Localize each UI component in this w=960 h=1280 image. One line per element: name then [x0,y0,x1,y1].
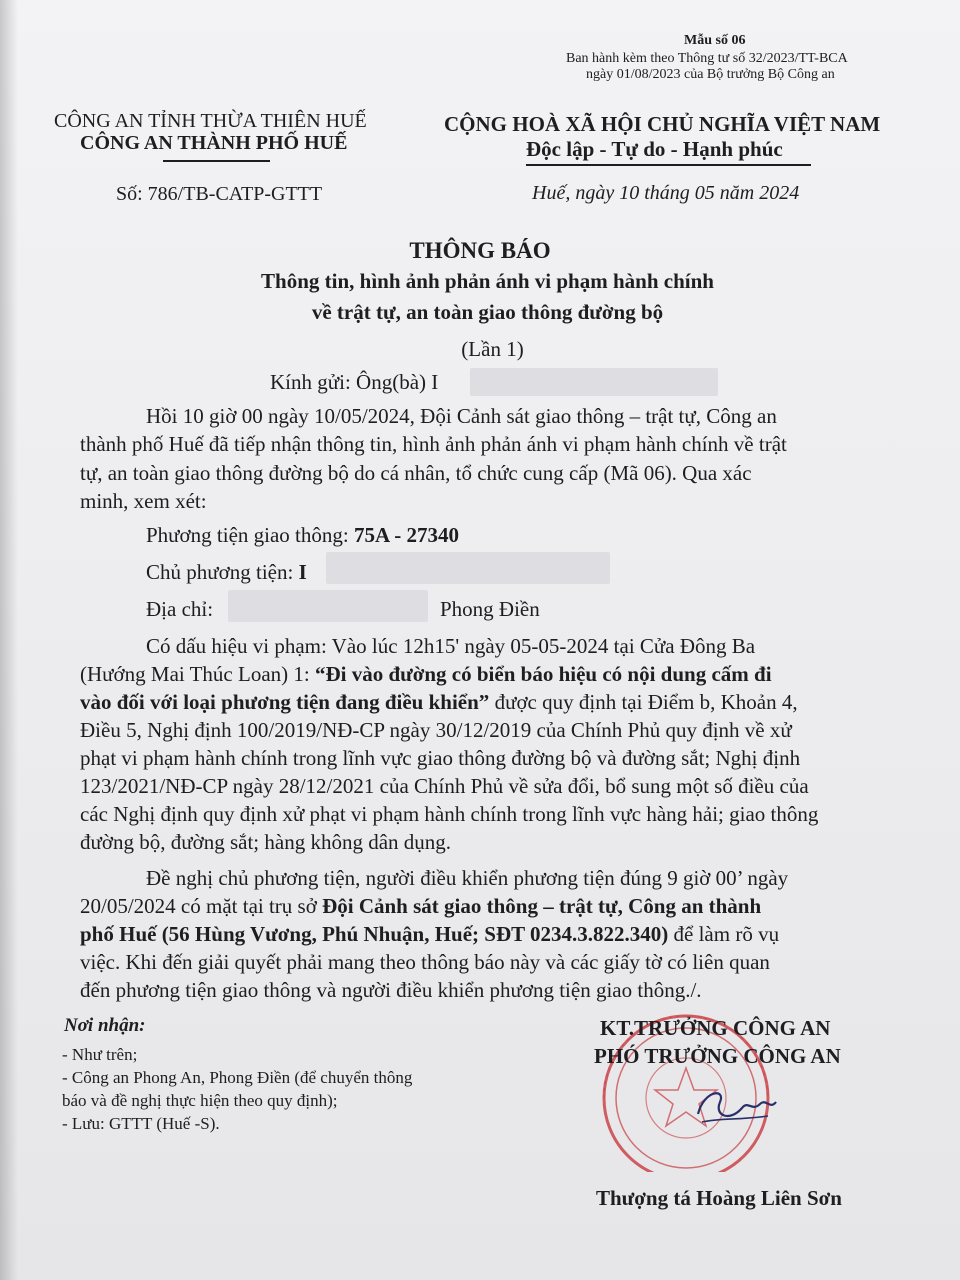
violation-line: Điều 5, Nghị định 100/2019/NĐ-CP ngày 30/12/2019 của Chính Phủ quy định về xử [80,718,792,742]
document-number: Số: 786/TB-CATP-GTTT [116,183,323,205]
request-line: Đề nghị chủ phương tiện, người điều khiển phương tiện đúng 9 giờ 00’ ngày [146,866,789,890]
request-line: việc. Khi đến giải quyết phải mang theo thông báo này và các giấy tờ có liên quan [80,950,770,974]
intro-line: tự, an toàn giao thông đường bộ do cá nhân, tổ chức cung cấp (Mã 06). Qua xác [80,461,752,485]
document-subtitle-line2: về trật tự, an toàn giao thông đường bộ [311,300,664,324]
vehicle-label: Phương tiện giao thông: [146,523,354,547]
violation-line: 123/2021/NĐ-CP ngày 28/12/2021 của Chính Phủ về sửa đổi, bổ sung một số điều của [80,774,809,798]
intro-line: thành phố Huế đã tiếp nhận thông tin, hình ảnh phản ánh vi phạm hành chính về trật [80,432,787,456]
vehicle-plate: 75A - 27340 [353,523,459,547]
violation-offense: “Đi vào đường có biển báo hiệu có nội dung cấm đi [314,662,772,686]
agency-name: CÔNG AN THÀNH PHỐ HUẾ [80,132,348,154]
request-line [80,892,761,920]
violation-line: phạt vi phạm hành chính trong lĩnh vực giao thông đường bộ và đường sắt; Nghị định [80,746,801,770]
document-subtitle-line1: Thông tin, hình ảnh phản ánh vi phạm hành chính [261,269,714,293]
recipients-title: Nơi nhận: [64,1015,146,1036]
request-line: đến phương tiện giao thông và người điều khiển phương tiện giao thông./. [80,978,702,1002]
motto-underline [526,164,811,166]
request-office: Đội Cảnh sát giao thông – trật tự, Công an thành [322,894,762,918]
handwritten-signature [690,1082,780,1132]
address-visible: Phong Điền [440,597,540,621]
recipient-item: - Công an Phong An, Phong Điền (để chuyển thông [62,1068,413,1087]
violation-line [80,660,772,688]
recipient-item: - Lưu: GTTT (Huế -S). [62,1114,220,1133]
request-text: để làm rõ vụ [668,922,780,946]
signatory-title-line1: KT.TRƯỞNG CÔNG AN [600,1016,831,1040]
signatory-name: Thượng tá Hoàng Liên Sơn [596,1186,842,1210]
violation-line [80,688,798,716]
request-office: phố Huế (56 Hùng Vương, Phú Nhuận, Huế; SĐT 0234.3.822.340) [80,922,669,946]
form-issued-with: Ban hành kèm theo Thông tư số 32/2023/TT-BCA [566,51,848,66]
country-name: CỘNG HOÀ XÃ HỘI CHỦ NGHĨA VIỆT NAM [444,112,881,136]
address-label: Địa chỉ: [146,597,214,621]
violation-line: đường bộ, đường sắt; hàng không dân dụng. [80,830,452,854]
notice-iteration: (Lần 1) [461,337,524,361]
redaction-owner-name [326,552,610,584]
intro-line: Hồi 10 giờ 00 ngày 10/05/2024, Đội Cảnh sát giao thông – trật tự, Công an [146,404,777,428]
vehicle-line [146,521,459,549]
national-motto: Độc lập - Tự do - Hạnh phúc [526,137,783,161]
owner-label: Chủ phương tiện: [146,560,299,584]
redaction-recipient-name [470,368,718,396]
owner-line [146,558,307,586]
form-issued-date: ngày 01/08/2023 của Bộ trưởng Bộ Công an [586,67,835,82]
document-title: THÔNG BÁO [409,238,551,263]
owner-initial: I [298,560,307,584]
form-number: Mẫu số 06 [684,33,746,48]
place-date: Huế, ngày 10 tháng 05 năm 2024 [532,182,800,204]
request-text: 20/05/2024 có mặt tại trụ sở [80,894,323,918]
violation-offense: vào đối với loại phương tiện đang điều khiển” [80,690,490,714]
violation-text: (Hướng Mai Thúc Loan) 1: [80,662,315,686]
agency-underline [163,160,270,162]
salutation: Kính gửi: Ông(bà) I [270,370,439,394]
violation-line: các Nghị định quy định xử phạt vi phạm hành chính trong lĩnh vực hàng hải; giao thông [80,802,819,826]
page-shadow [0,0,18,1280]
request-line [80,920,779,948]
intro-line: minh, xem xét: [80,489,207,513]
signatory-title-line2: PHÓ TRƯỞNG CÔNG AN [594,1044,841,1068]
recipient-item: báo và đề nghị thực hiện theo quy định); [62,1091,338,1110]
recipient-item: - Như trên; [62,1045,138,1064]
violation-text: được quy định tại Điểm b, Khoản 4, [489,690,798,714]
violation-line: Có dấu hiệu vi phạm: Vào lúc 12h15' ngày 05-05-2024 tại Cửa Đông Ba [146,634,756,658]
agency-parent: CÔNG AN TỈNH THỪA THIÊN HUẾ [54,110,367,132]
redaction-address [228,590,428,622]
